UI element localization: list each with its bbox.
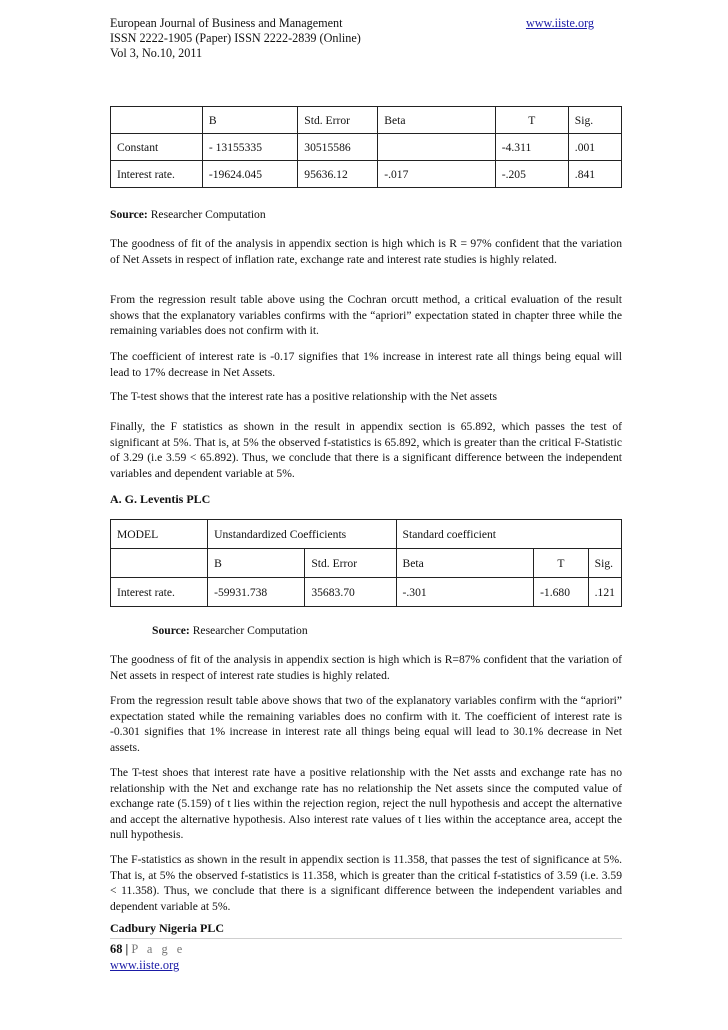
table-row: [111, 161, 622, 188]
table-cell: MODEL: [111, 520, 208, 549]
table-cell: B: [208, 549, 305, 578]
table-cell: Beta: [378, 107, 495, 134]
issn-line: ISSN 2222-1905 (Paper) ISSN 2222-2839 (Online): [110, 31, 361, 46]
paragraph: The T-test shows that the interest rate has a positive relationship with the Net assets: [110, 390, 498, 403]
table-cell: Interest rate.: [111, 578, 208, 607]
paragraph: The coefficient of interest rate is -0.17 signifies that 1% increase in interest rate all things being equal will lead to 17% decrease in Net Assets.: [110, 350, 622, 379]
footer-divider: [110, 938, 622, 939]
table-cell: Sig.: [588, 549, 621, 578]
paragraph: The F-statistics as shown in the result in appendix section is 11.358, that passes the test of significance at 5%. That is, at 5% the observed f-statistics is 11.358, which is greater than the critical f-statistics of 3.59 (i.e. 3.59 < 11.358). Thus, we conclude that there is a significant difference between the independent variables and dependent variable at 5%.: [110, 853, 622, 913]
journal-name: European Journal of Business and Management: [110, 16, 343, 30]
table-cell: -59931.738: [208, 578, 305, 607]
table-cell: -.301: [396, 578, 534, 607]
table-cell: - 13155335: [202, 134, 297, 161]
paragraph: From the regression result table above shows that two of the explanatory variables confirm with the “apriori” expectation stated while the remaining variables does no confirm with it. The coefficient of interest rate is -0.301 signifies that 1% increase in interest rate all things being equal will lead to 30.1% decrease in Net assets.: [110, 694, 622, 754]
table-cell: 35683.70: [305, 578, 396, 607]
table-cell: .121: [588, 578, 621, 607]
table-cell: Beta: [396, 549, 534, 578]
table-cell: [378, 134, 495, 161]
section-heading-leventis: A. G. Leventis PLC: [110, 492, 211, 506]
footer-url-link[interactable]: www.iiste.org: [110, 958, 180, 972]
table-cell: 30515586: [298, 134, 378, 161]
volume-line: Vol 3, No.10, 2011: [110, 46, 203, 61]
table-cell: -19624.045: [202, 161, 297, 188]
table-cell: T: [534, 549, 589, 578]
table-cell: -4.311: [495, 134, 568, 161]
section-heading-cadbury: Cadbury Nigeria PLC: [110, 921, 224, 935]
table-cell: -.017: [378, 161, 495, 188]
page-header: [110, 16, 622, 62]
paragraph: The goodness of fit of the analysis in appendix section is high which is R=87% confident that the variation of Net assets in respect of interest rate studies is highly related.: [110, 653, 622, 682]
table-header-row: [111, 549, 622, 578]
table-header-row: [111, 107, 622, 134]
page-footer: [110, 941, 185, 973]
table1-source: [110, 207, 622, 223]
page-number: 68: [110, 942, 123, 956]
table-cell: Std. Error: [305, 549, 396, 578]
table-cell: -.205: [495, 161, 568, 188]
table-cell: [111, 549, 208, 578]
source-label: Source:: [110, 208, 148, 221]
table-cell: .001: [568, 134, 621, 161]
table-cell: Std. Error: [298, 107, 378, 134]
table-cell: B: [202, 107, 297, 134]
source-text: Researcher Computation: [189, 624, 308, 637]
regression-table-1: [110, 106, 622, 188]
table-row: [111, 578, 622, 607]
footer-separator: |: [122, 942, 132, 956]
page-word: P a g e: [131, 942, 186, 956]
table-cell: .841: [568, 161, 621, 188]
source-label: Source:: [152, 624, 190, 637]
table-header-row: [111, 520, 622, 549]
table-cell: Unstandardized Coefficients: [208, 520, 396, 549]
table-cell: T: [495, 107, 568, 134]
journal-url-link[interactable]: www.iiste.org: [525, 16, 594, 30]
table-cell: Sig.: [568, 107, 621, 134]
table-row: [111, 134, 622, 161]
regression-table-2: [110, 519, 622, 607]
table-cell: 95636.12: [298, 161, 378, 188]
table-cell: Standard coefficient: [396, 520, 621, 549]
paragraph: The goodness of fit of the analysis in appendix section is high which is R = 97% confident that the variation of Net Assets in respect of inflation rate, exchange rate and interest rate studies is highly related.: [110, 237, 622, 266]
table2-source: [152, 623, 622, 639]
paragraph: Finally, the F statistics as shown in the result in appendix section is 65.892, which passes the test of significant at 5%. That is, at 5% the observed f-statistics is 65.892, which is greater than the critical F-Statistic of 3.29 (i.e 3.59 < 65.892). Thus, we conclude that there is a significant difference between the independent variables and dependent variable at 5%.: [110, 420, 622, 480]
table-cell: Constant: [111, 134, 203, 161]
source-text: Researcher Computation: [147, 208, 266, 221]
table-cell: [111, 107, 203, 134]
table-cell: Interest rate.: [111, 161, 203, 188]
paragraph: The T-test shoes that interest rate have a positive relationship with the Net assts and exchange rate has no relationship with the Net and exchange rate has no relationship the Net assets since the computed value of exchange rate (5.159) of t lies within the rejection region, reject the null hypothesis and accept the alternative and accept the alternative hypothesis. Also interest rate values of t lies within the acceptance area, accept the null hypothesis.: [110, 766, 622, 842]
paragraph: From the regression result table above using the Cochran orcutt method, a critical evaluation of the result shows that the explanatory variables confirms with the “apriori” expectation stated in chapter three while the remaining variables does not confirm with it.: [110, 293, 622, 338]
table-cell: -1.680: [534, 578, 589, 607]
